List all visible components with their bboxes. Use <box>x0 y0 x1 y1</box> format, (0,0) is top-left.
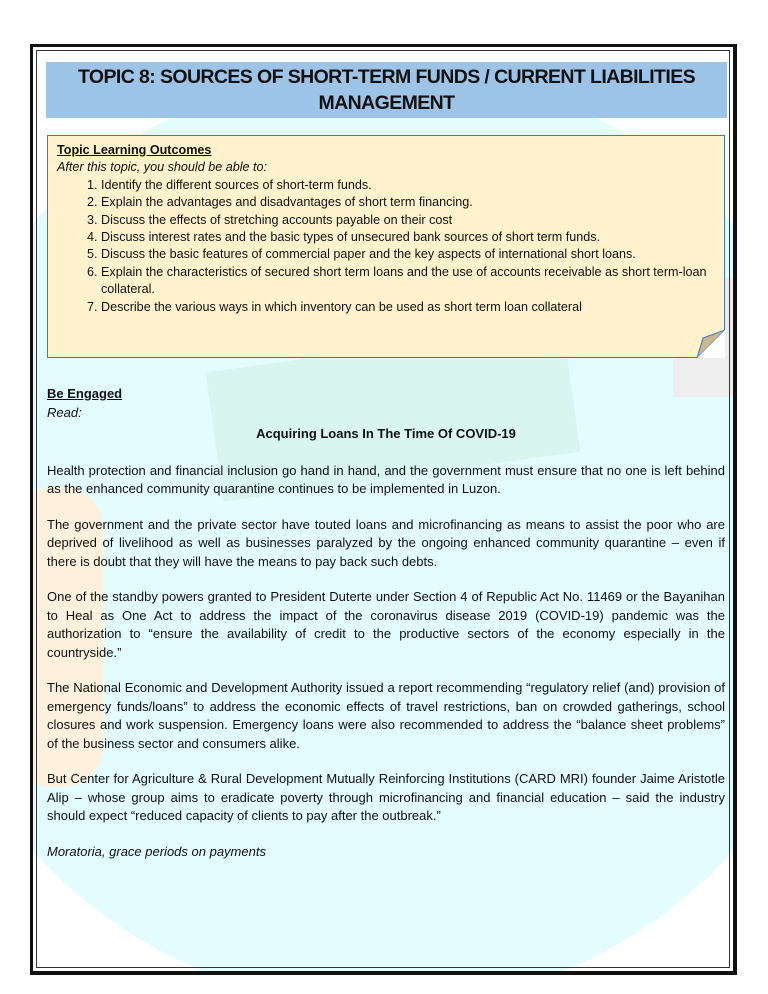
outcome-item: 4. Discuss interest rates and the basic types of unsecured bank sources of short term funds. <box>101 229 715 246</box>
outcomes-heading: Topic Learning Outcomes <box>57 143 212 157</box>
outcome-item: 3. Discuss the effects of stretching accounts payable on their cost <box>101 212 715 229</box>
outcomes-list <box>57 177 715 316</box>
outcome-item: 5. Discuss the basic features of commercial paper and the key aspects of international short loans. <box>101 246 715 263</box>
article-paragraph: The government and the private sector have touted loans and microfinancing as means to assist the poor who are deprived of livelihood as well as businesses paralyzed by the ongoing enhanced community quarantine – even if there is doubt that they will have the means to pay back such debts. <box>47 516 725 569</box>
article-paragraph: One of the standby powers granted to President Duterte under Section 4 of Republic Act No. 11469 or the Bayanihan to Heal as One Act to address the impact of the coronavirus disease 2019 (COVID-19) pandemic was the authorization to “ensure the availability of credit to the productive sectors of the economy especially in the countryside.” <box>47 589 725 660</box>
page-curl-icon <box>697 330 725 358</box>
article-paragraph: Health protection and financial inclusion go hand in hand, and the government must ensure that no one is left behind as the enhanced community quarantine continues to be implemented in Luzon. <box>47 462 725 496</box>
page-frame <box>30 44 737 975</box>
article-paragraph: But Center for Agriculture & Rural Development Mutually Reinforcing Institutions (CARD MRI) founder Jaime Aristotle Alip – whose group aims to eradicate poverty through microfinancing and financial education – said the industry should expect “reduced capacity of clients to pay after the outbreak.” <box>47 771 725 823</box>
outcome-item: 7. Describe the various ways in which inventory can be used as short term loan collateral <box>101 299 715 316</box>
outcome-item: 1. Identify the different sources of short-term funds. <box>101 177 715 194</box>
outcome-item: 6. Explain the characteristics of secured short term loans and the use of accounts receivable as short term-loan collateral. <box>101 264 715 299</box>
learning-outcomes-box <box>47 135 725 358</box>
page-title: TOPIC 8: SOURCES OF SHORT-TERM FUNDS / CURRENT LIABILITIES MANAGEMENT <box>46 62 727 118</box>
outcome-item: 2. Explain the advantages and disadvantages of short term financing. <box>101 194 715 211</box>
article-paragraph: The National Economic and Development Authority issued a report recommending “regulatory relief (and) provision of emergency funds/loans” to address the economic effects of travel restrictions, ban on crowded gatherings, school closures and work suspension. Emergency loans were also recommended to address the “balance sheet problems” of the business sector and consumers alike. <box>47 680 725 751</box>
outcomes-intro: After this topic, you should be able to: <box>57 160 268 175</box>
be-engaged-section <box>47 385 725 878</box>
article-subheading: Moratoria, grace periods on payments <box>47 843 266 859</box>
read-label: Read: <box>47 404 82 420</box>
section-heading: Be Engaged <box>47 386 123 401</box>
article-title: Acquiring Loans In The Time Of COVID-19 <box>256 426 516 441</box>
